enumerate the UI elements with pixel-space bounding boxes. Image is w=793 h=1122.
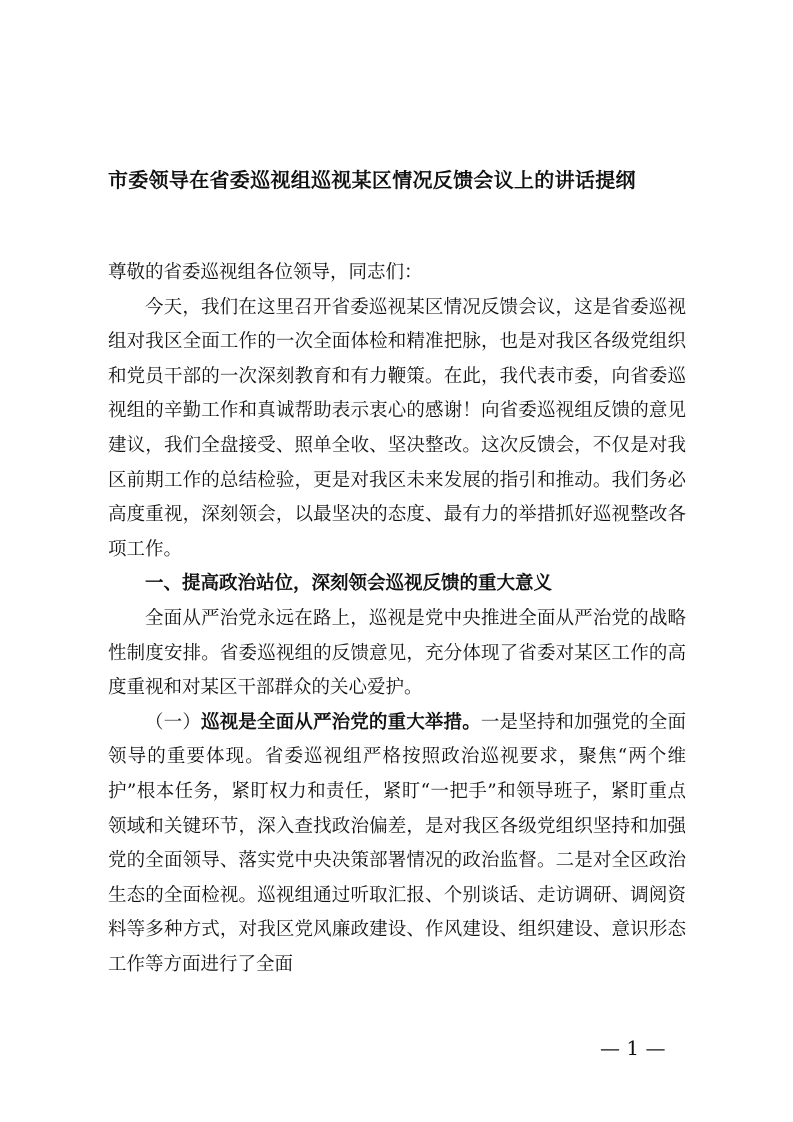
paragraph-section-1: 全面从严治党永远在路上，巡视是党中央推进全面从严治党的战略性制度安排。省委巡视组的反馈意见，充分体现了省委对某区工作的高度重视和对某区干部群众的关心爱护。 [108,607,686,699]
section-heading-1: 一、提高政治站位，深刻领会巡视反馈的重大意义 [145,573,553,595]
subsection-label: （一） [145,711,201,733]
document-body [108,256,686,982]
document-title: 市委领导在省委巡视组巡视某区情况反馈会议上的讲话提纲 [108,168,636,192]
paragraph-subsection-1 [108,706,686,983]
salutation: 尊敬的省委巡视组各位领导，同志们： [108,262,423,283]
subsection-body: 一是坚持和加强党的全面领导的重要体现。省委巡视组严格按照政治巡视要求，聚焦“两个维护”根本任务，紧盯权力和责任，紧盯“一把手”和领导班子，紧盯重点领域和关键环节，深入查找政治偏差，是对我区各级党组织坚持和加强党的全面领导、落实党中央决策部署情况的政治监督。二是对全区政治生态的全面检视。巡视组通过听取汇报、个别谈话、走访调研、调阅资料等多种方式，对我区党风廉政建设、作风建设、组织建设、意识形态工作等方面进行了全面 [108,711,686,975]
paragraph-intro: 今天，我们在这里召开省委巡视某区情况反馈会议，这是省委巡视组对我区全面工作的一次全面体检和精准把脉，也是对我区各级党组织和党员干部的一次深刻教育和有力鞭策。在此，我代表市委，向省委巡视组的辛勤工作和真诚帮助表示衷心的感谢！向省委巡视组反馈的意见建议，我们全盘接受、照单全收、坚决整改。这次反馈会，不仅是对我区前期工作的总结检验，更是对我区未来发展的指引和推动。我们务必高度重视，深刻领会，以最坚决的态度、最有力的举措抓好巡视整改各项工作。 [108,296,686,560]
page-number: — 1 — [600,1036,666,1060]
subsection-heading: 巡视是全面从严治党的重大举措。 [200,711,481,733]
